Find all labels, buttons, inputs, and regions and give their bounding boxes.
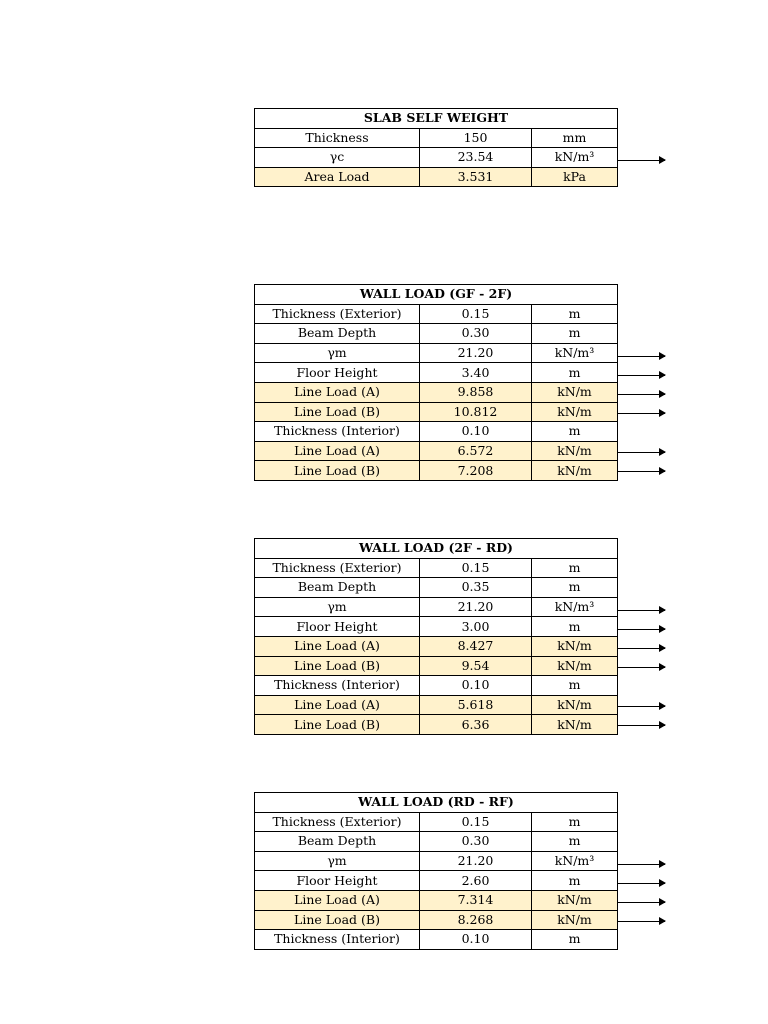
- row-label: Thickness (Exterior): [255, 558, 420, 578]
- row-unit: kN/m: [532, 461, 618, 481]
- row-label: γc: [255, 148, 420, 168]
- table-row: [255, 636, 618, 656]
- row-label: Thickness (Exterior): [255, 812, 420, 832]
- row-label: γm: [255, 851, 420, 871]
- row-unit: m: [532, 578, 618, 598]
- row-value: 0.15: [420, 812, 532, 832]
- row-label: Line Load (B): [255, 402, 420, 422]
- row-label: Line Load (A): [255, 695, 420, 715]
- right-arrow-icon: [617, 452, 665, 453]
- row-unit: kN/m: [532, 382, 618, 402]
- table-row: [255, 597, 618, 617]
- right-arrow-icon: [617, 648, 665, 649]
- row-value: 150: [420, 128, 532, 148]
- row-unit: kN/m: [532, 441, 618, 461]
- table-row: [255, 871, 618, 891]
- table-row: [255, 324, 618, 344]
- right-arrow-icon: [617, 394, 665, 395]
- table-title: WALL LOAD (RD - RF): [255, 793, 618, 813]
- row-label: Beam Depth: [255, 832, 420, 852]
- right-arrow-icon: [617, 706, 665, 707]
- row-value: 9.858: [420, 382, 532, 402]
- row-unit: m: [532, 812, 618, 832]
- row-unit: kN/m³: [532, 343, 618, 363]
- table-row: [255, 148, 618, 168]
- slab-self-weight-table: [254, 108, 618, 187]
- table-row: [255, 910, 618, 930]
- right-arrow-icon: [617, 471, 665, 472]
- row-value: 3.531: [420, 167, 532, 187]
- row-value: 6.36: [420, 715, 532, 735]
- row-label: Line Load (A): [255, 636, 420, 656]
- row-value: 9.54: [420, 656, 532, 676]
- row-value: 6.572: [420, 441, 532, 461]
- table-row: [255, 890, 618, 910]
- right-arrow-icon: [617, 375, 665, 376]
- table-row: [255, 930, 618, 950]
- row-value: 0.10: [420, 676, 532, 696]
- table-row: [255, 441, 618, 461]
- table-title: SLAB SELF WEIGHT: [255, 109, 618, 129]
- row-label: Line Load (A): [255, 890, 420, 910]
- wall-load-2f-rd-table: [254, 538, 618, 735]
- wall-load-gf-2f-table: [254, 284, 618, 481]
- table-row: [255, 676, 618, 696]
- table-row: [255, 656, 618, 676]
- wall-load-rd-rf-table: [254, 792, 618, 950]
- table-row: [255, 578, 618, 598]
- row-value: 0.10: [420, 422, 532, 442]
- table-row: [255, 851, 618, 871]
- row-unit: m: [532, 832, 618, 852]
- row-value: 23.54: [420, 148, 532, 168]
- table-row: [255, 812, 618, 832]
- table-row: [255, 402, 618, 422]
- row-label: Thickness (Interior): [255, 930, 420, 950]
- row-unit: kPa: [532, 167, 618, 187]
- row-label: Thickness: [255, 128, 420, 148]
- row-unit: kN/m³: [532, 597, 618, 617]
- row-unit: m: [532, 304, 618, 324]
- table-row: [255, 382, 618, 402]
- row-value: 5.618: [420, 695, 532, 715]
- row-label: Line Load (B): [255, 461, 420, 481]
- right-arrow-icon: [617, 610, 665, 611]
- row-value: 10.812: [420, 402, 532, 422]
- row-value: 7.208: [420, 461, 532, 481]
- table-row: [255, 167, 618, 187]
- row-label: Line Load (B): [255, 910, 420, 930]
- row-unit: m: [532, 617, 618, 637]
- row-unit: m: [532, 363, 618, 383]
- right-arrow-icon: [617, 629, 665, 630]
- row-value: 0.15: [420, 558, 532, 578]
- row-value: 21.20: [420, 343, 532, 363]
- table-row: [255, 304, 618, 324]
- row-value: 8.268: [420, 910, 532, 930]
- row-value: 0.30: [420, 324, 532, 344]
- row-unit: kN/m: [532, 636, 618, 656]
- row-value: 0.15: [420, 304, 532, 324]
- row-unit: kN/m: [532, 910, 618, 930]
- row-value: 0.30: [420, 832, 532, 852]
- right-arrow-icon: [617, 902, 665, 903]
- row-label: γm: [255, 597, 420, 617]
- row-label: Line Load (B): [255, 715, 420, 735]
- right-arrow-icon: [617, 883, 665, 884]
- row-label: Thickness (Exterior): [255, 304, 420, 324]
- row-unit: kN/m: [532, 402, 618, 422]
- row-value: 0.35: [420, 578, 532, 598]
- table-title: WALL LOAD (2F - RD): [255, 539, 618, 559]
- table-row: [255, 343, 618, 363]
- right-arrow-icon: [617, 921, 665, 922]
- row-value: 3.40: [420, 363, 532, 383]
- row-unit: m: [532, 871, 618, 891]
- row-label: Line Load (B): [255, 656, 420, 676]
- row-label: Thickness (Interior): [255, 676, 420, 696]
- right-arrow-icon: [617, 413, 665, 414]
- row-unit: kN/m³: [532, 148, 618, 168]
- right-arrow-icon: [617, 667, 665, 668]
- row-label: Line Load (A): [255, 382, 420, 402]
- right-arrow-icon: [617, 864, 665, 865]
- table-row: [255, 832, 618, 852]
- row-label: Line Load (A): [255, 441, 420, 461]
- row-label: γm: [255, 343, 420, 363]
- table-row: [255, 617, 618, 637]
- row-value: 21.20: [420, 851, 532, 871]
- row-unit: m: [532, 930, 618, 950]
- row-label: Floor Height: [255, 871, 420, 891]
- table-row: [255, 422, 618, 442]
- right-arrow-icon: [617, 356, 665, 357]
- row-value: 21.20: [420, 597, 532, 617]
- row-value: 8.427: [420, 636, 532, 656]
- row-label: Thickness (Interior): [255, 422, 420, 442]
- row-value: 2.60: [420, 871, 532, 891]
- row-value: 3.00: [420, 617, 532, 637]
- row-label: Floor Height: [255, 363, 420, 383]
- row-value: 0.10: [420, 930, 532, 950]
- table-row: [255, 363, 618, 383]
- row-unit: kN/m: [532, 695, 618, 715]
- row-label: Beam Depth: [255, 578, 420, 598]
- row-unit: kN/m³: [532, 851, 618, 871]
- row-label: Beam Depth: [255, 324, 420, 344]
- row-label: Floor Height: [255, 617, 420, 637]
- row-unit: m: [532, 558, 618, 578]
- row-unit: kN/m: [532, 656, 618, 676]
- row-unit: kN/m: [532, 715, 618, 735]
- row-unit: mm: [532, 128, 618, 148]
- row-unit: kN/m: [532, 890, 618, 910]
- row-unit: m: [532, 324, 618, 344]
- right-arrow-icon: [617, 725, 665, 726]
- row-label: Area Load: [255, 167, 420, 187]
- row-value: 7.314: [420, 890, 532, 910]
- right-arrow-icon: [617, 160, 665, 161]
- row-unit: m: [532, 676, 618, 696]
- table-row: [255, 461, 618, 481]
- table-row: [255, 715, 618, 735]
- table-row: [255, 695, 618, 715]
- table-row: [255, 558, 618, 578]
- row-unit: m: [532, 422, 618, 442]
- table-title: WALL LOAD (GF - 2F): [255, 285, 618, 305]
- table-row: [255, 128, 618, 148]
